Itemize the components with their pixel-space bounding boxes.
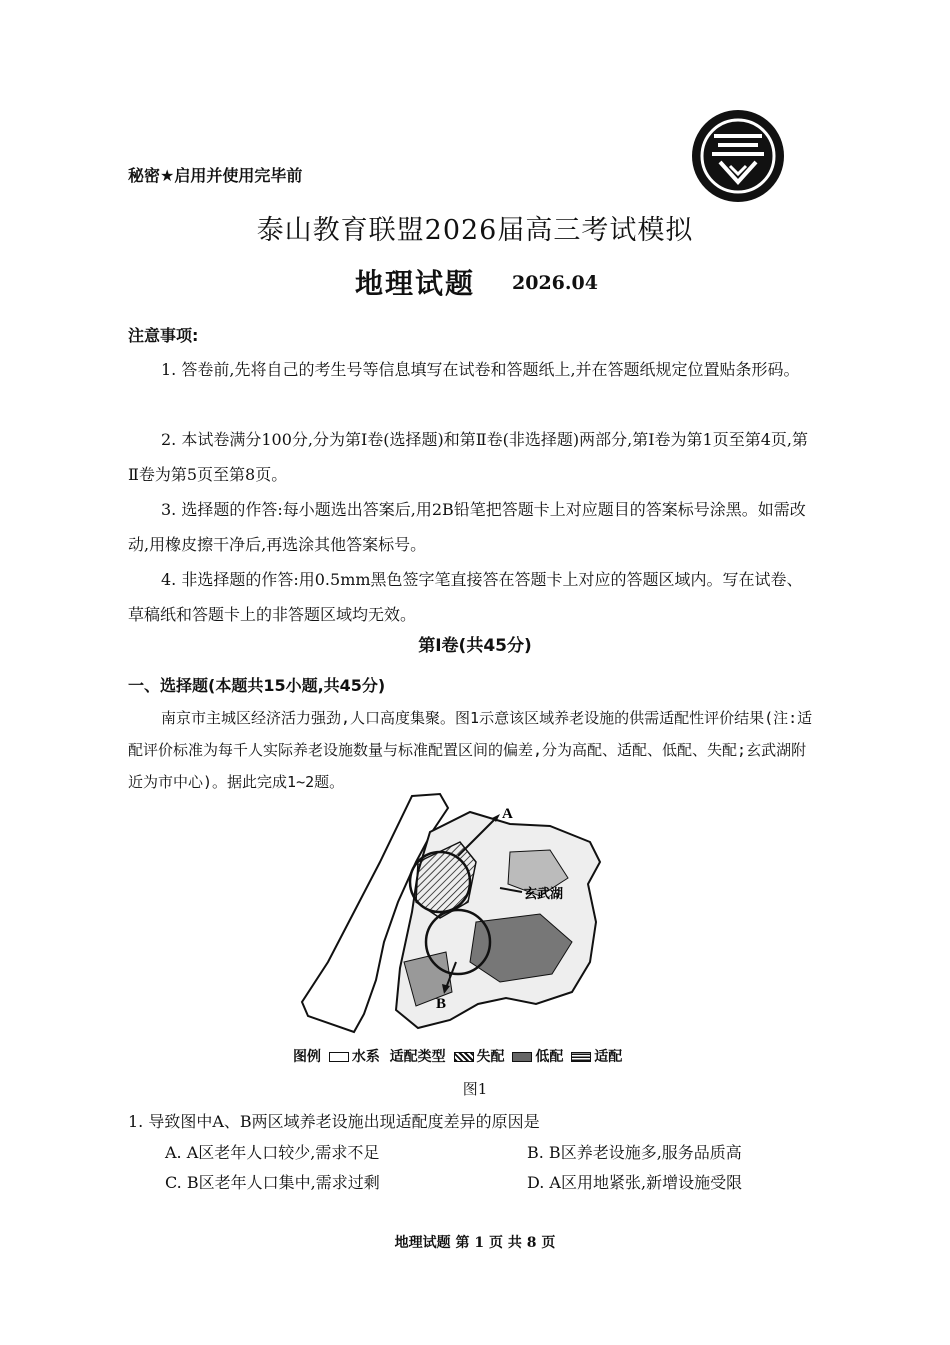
legend-title: 图例 [293, 1049, 321, 1065]
legend-mismatch: 失配 [476, 1049, 505, 1065]
option-d: D. A区用地紧张,新增设施受限 [527, 1173, 743, 1192]
low-swatch-icon [512, 1052, 532, 1062]
nanjing-map-figure [300, 792, 610, 1037]
label-a: A [502, 806, 513, 822]
notice-item-3: 3. 选择题的作答:每小题选出答案后,用2B铅笔把答题卡上对应题目的答案标号涂黑。如需改动,用橡皮擦干净后,再选涂其他答案标号。 [128, 500, 806, 554]
subject-title: 地理试题 [355, 267, 476, 300]
exam-title: 泰山教育联盟2026届高三考试模拟 [256, 215, 694, 246]
fit-swatch-icon [571, 1052, 591, 1062]
notice-heading: 注意事项: [128, 326, 199, 345]
volume-heading: 第Ⅰ卷(共45分) [418, 636, 532, 656]
section-heading: 一、选择题(本题共15小题,共45分) [128, 676, 386, 695]
notice-item-4: 4. 非选择题的作答:用0.5mm黑色签字笔直接答在答题卡上对应的答题区域内。写在试卷、草稿纸和答题卡上的非答题区域均无效。 [128, 570, 803, 624]
question-1-stem: 1. 导致图中A、B两区域养老设施出现适配度差异的原因是 [128, 1112, 540, 1131]
option-c: C. B区老年人口集中,需求过剩 [165, 1173, 380, 1192]
notice-item-2: 2. 本试卷满分100分,分为第Ⅰ卷(选择题)和第Ⅱ卷(非选择题)两部分,第Ⅰ卷为第1页至第4页,第Ⅱ卷为第5页至第8页。 [128, 430, 808, 484]
legend-type-label: 适配类型 [389, 1049, 446, 1065]
page-footer: 地理试题 第 1 页 共 8 页 [394, 1235, 556, 1251]
exam-date: 2026.04 [512, 272, 598, 294]
confidential-label: 秘密★启用并使用完毕前 [128, 166, 303, 185]
map-legend [293, 1046, 622, 1066]
legend-water: 水系 [351, 1049, 380, 1065]
figure-caption: 图1 [462, 1080, 488, 1098]
legend-fit: 适配 [594, 1049, 623, 1065]
option-b: B. B区养老设施多,服务品质高 [527, 1143, 742, 1162]
legend-low: 低配 [535, 1049, 564, 1065]
option-a: A. A区老年人口较少,需求不足 [165, 1143, 380, 1162]
question-intro: 南京市主城区经济活力强劲,人口高度集聚。图1示意该区域养老设施的供需适配性评价结果(注:适配评价标准为每千人实际养老设施数量与标准配置区间的偏差,分为高配、适配、低配、失配;玄武湖附近为市中心)。据此完成1~2题。 [128, 709, 813, 791]
mismatch-swatch-icon [454, 1052, 474, 1062]
label-b: B [436, 996, 447, 1012]
label-xuanwu-lake: 玄武湖 [524, 887, 564, 902]
water-swatch-icon [329, 1052, 349, 1062]
notice-item-1: 1. 答卷前,先将自己的考生号等信息填写在试卷和答题纸上,并在答题纸规定位置贴条形码。 [161, 360, 800, 379]
taishan-seal-icon [690, 108, 786, 204]
